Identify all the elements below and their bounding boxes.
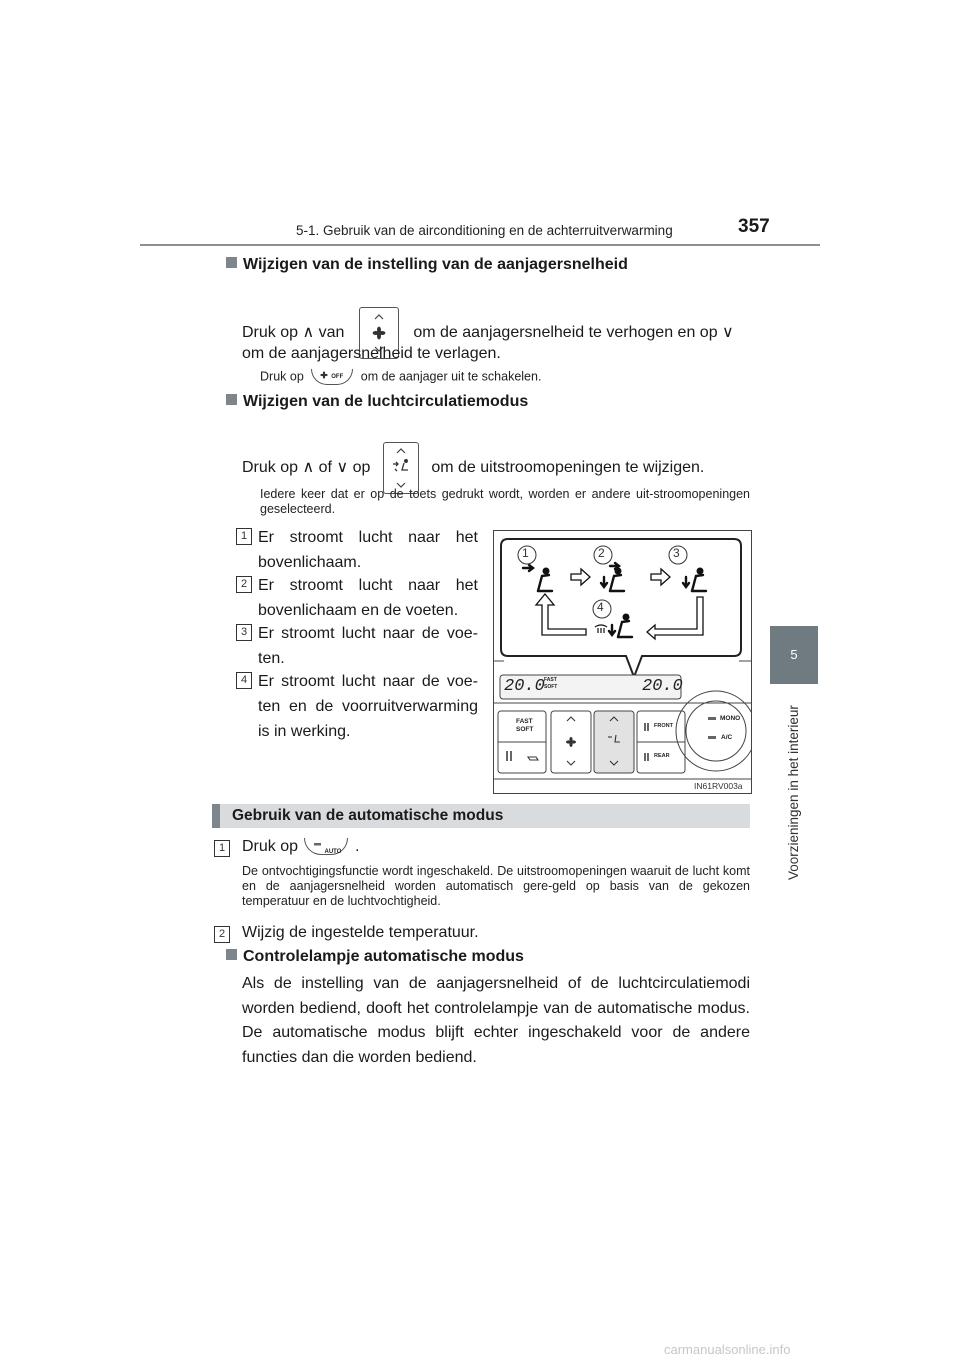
mode-number: 2 xyxy=(236,576,252,593)
text-of: of xyxy=(318,459,332,477)
chapter-label xyxy=(786,690,806,890)
text-period: . xyxy=(354,838,360,855)
chapter-label-text: Voorzieningen in het interieur xyxy=(786,705,801,880)
temp-display-right: 20.0 xyxy=(642,677,683,696)
callout-number: 2 xyxy=(598,546,605,560)
callout-number: 4 xyxy=(597,600,604,614)
ac-button-label: A/C xyxy=(721,734,733,741)
mode-list-item xyxy=(236,525,478,575)
auto-label: AUTO xyxy=(324,849,342,856)
down-caret-glyph: ∨ xyxy=(722,324,734,342)
auto-step2: Wijzig de ingestelde temperatuur. xyxy=(242,924,479,941)
text-druk-op: Druk op xyxy=(242,459,299,477)
text-fan-increase: om de aanjagersnelheid te verhogen en op xyxy=(413,324,718,342)
step-number-box xyxy=(214,924,230,943)
callout-number: 1 xyxy=(522,546,529,560)
fan-speed-instruction-line2: om de aanjagersnelheid te verlagen. xyxy=(242,345,501,362)
text-note-druk-op: Druk op xyxy=(260,369,304,384)
square-bullet-icon xyxy=(226,257,237,268)
auto-step1-note: De ontvochtigingsfunctie wordt ingeschakeld. De uitstroomopeningen waaruit de lucht komt en de aanjagersnelheid worden automatisch gere-geld op basis van de gekozen temperatuur en de luchtvochtigheid. xyxy=(242,864,750,908)
section-heading-air-mode xyxy=(226,393,528,411)
header-rule xyxy=(140,244,820,246)
mode-list-item xyxy=(236,669,478,744)
chapter-tab: 5 xyxy=(770,626,818,684)
auto-step1 xyxy=(242,835,359,858)
off-label: OFF xyxy=(331,374,344,380)
callout-number: 3 xyxy=(673,546,680,560)
text-change-vents: om de uitstroomopeningen te wijzigen. xyxy=(431,459,705,477)
step-number-box xyxy=(214,838,230,857)
mode-text: Er stroomt lucht naar de voe-ten. xyxy=(258,625,478,667)
section-heading-air-mode-text: Wijzigen van de luchtcirculatiemodus xyxy=(243,393,529,410)
figure-code: IN61RV003a xyxy=(694,781,743,791)
fan-off-button-icon xyxy=(311,369,353,385)
text-druk-op: Druk op xyxy=(242,324,299,342)
temp-display-left: 20.0 xyxy=(504,677,545,696)
fan-off-note xyxy=(260,369,541,385)
display-soft: SOFT xyxy=(544,684,558,690)
text-druk-op: Druk op xyxy=(242,838,299,855)
text-note-off: om de aanjager uit te schakelen. xyxy=(360,369,542,384)
auto-indicator-text: Als de instelling van de aanjagersnelheid of de luchtcirculatiemodi worden bediend, dooft het controlelampje van de automatische modus. De automatische modus blijft echter ingeschakeld voor de andere functies dan die worden bediend. xyxy=(242,975,750,1066)
step-number: 1 xyxy=(214,840,230,857)
up-caret-glyph: ∧ xyxy=(302,324,315,342)
section-heading-fan-speed-text: Wijzigen van de instelling van de aanjagersnelheid xyxy=(243,256,628,273)
mode-list-item xyxy=(236,621,478,671)
auto-button-icon xyxy=(304,838,348,855)
front-defrost-label: FRONT xyxy=(654,723,673,729)
step-number: 2 xyxy=(214,926,230,943)
air-mode-note: Iedere keer dat er op de toets gedrukt wordt, worden er andere uit-stroomopeningen geselecteerd. xyxy=(260,487,750,516)
climate-panel-figure xyxy=(493,530,752,794)
section-heading-auto-indicator-text: Controlelampje automatische modus xyxy=(243,948,524,965)
mono-button-label: MONO xyxy=(720,715,741,722)
mode-text: Er stroomt lucht naar het bovenlichaam en de voeten. xyxy=(258,577,478,619)
mode-text: Er stroomt lucht naar de voe-ten en de voorruitverwarming is in werking. xyxy=(258,673,478,740)
section-bar-automatic-mode-text: Gebruik van de automatische modus xyxy=(232,807,504,824)
mode-list-item xyxy=(236,573,478,623)
display-fast: FAST xyxy=(544,677,557,683)
square-bullet-icon xyxy=(226,949,237,960)
mode-number: 4 xyxy=(236,672,252,689)
section-heading-auto-indicator xyxy=(226,948,524,966)
running-header-title: 5-1. Gebruik van de airconditioning en de achterruitverwarming xyxy=(296,223,673,238)
mode-number: 1 xyxy=(236,528,252,545)
up-caret-glyph: ∧ xyxy=(302,459,315,477)
mode-text: Er stroomt lucht naar het bovenlichaam. xyxy=(258,529,478,571)
page-number: 357 xyxy=(738,216,770,237)
text-van: van xyxy=(318,324,345,342)
down-caret-glyph: ∨ xyxy=(336,459,349,477)
mode-number: 3 xyxy=(236,624,252,641)
text-op: op xyxy=(352,459,371,477)
rear-defrost-label: REAR xyxy=(654,753,670,759)
section-bar-automatic-mode xyxy=(212,804,750,828)
fast-button-label: FAST xyxy=(516,718,533,725)
square-bullet-icon xyxy=(226,394,237,405)
section-heading-fan-speed xyxy=(226,256,628,274)
soft-button-label: SOFT xyxy=(516,726,534,733)
watermark: carmanualsonline.info xyxy=(664,1342,791,1357)
